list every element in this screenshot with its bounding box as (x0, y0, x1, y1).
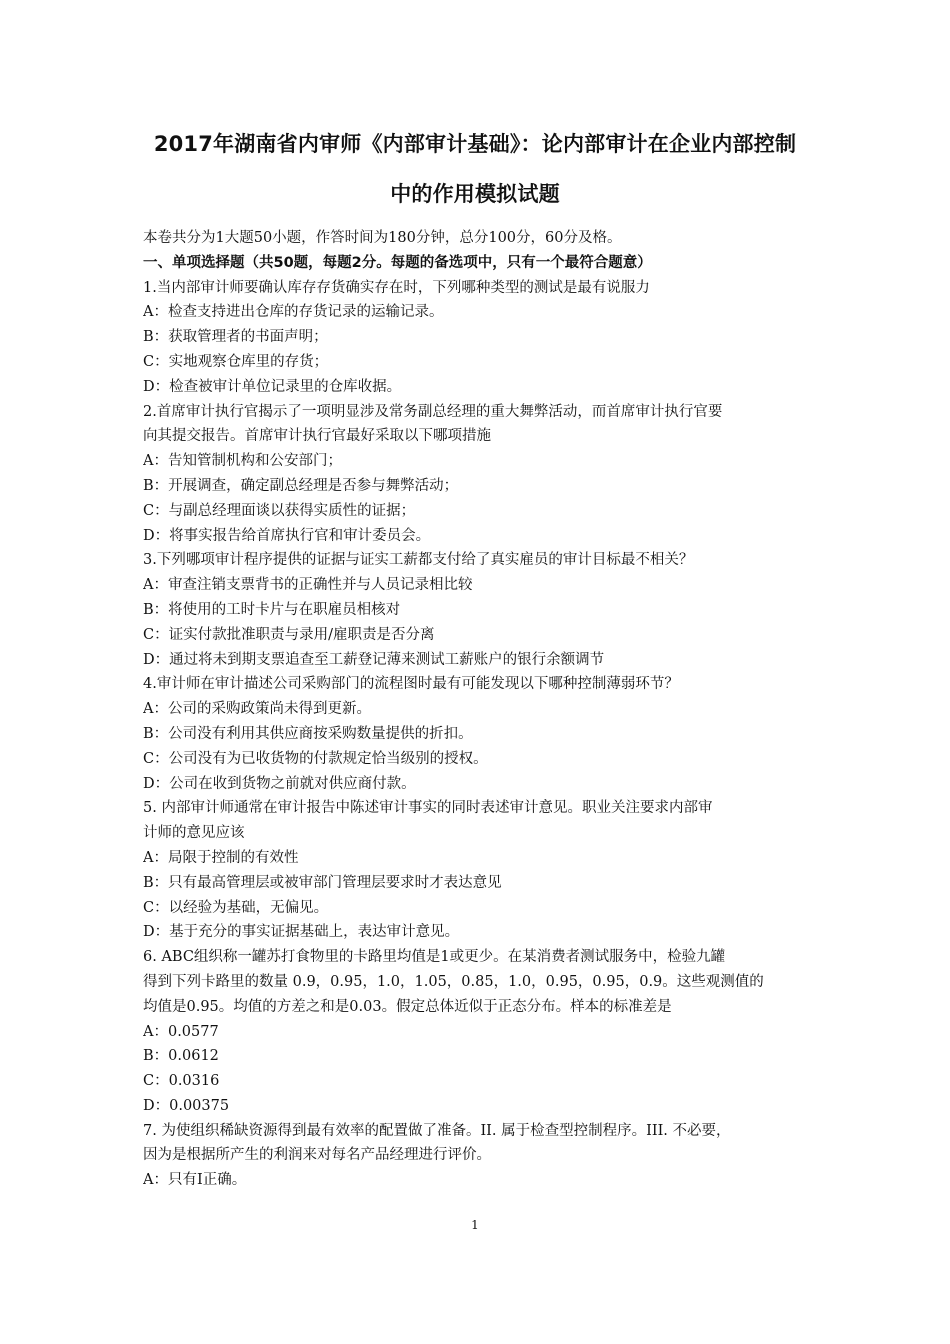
question-7-stem-cont: 因为是根据所产生的利润来对每名产品经理进行评价。 (143, 1147, 491, 1164)
question-2-option-c: C：与副总经理面谈以获得实质性的证据； (143, 502, 416, 519)
question-7-option-a: A：只有I正确。 (143, 1172, 247, 1189)
question-4-option-b: B：公司没有利用其供应商按采购数量提供的折扣。 (143, 725, 473, 742)
question-4-option-d: D：公司在收到货物之前就对供应商付款。 (143, 775, 416, 792)
question-3-option-c: C：证实付款批准职责与录用/雇职责是否分离 (143, 626, 435, 643)
question-1-option-c: C：实地观察仓库里的存货； (143, 353, 329, 370)
question-5-option-d: D：基于充分的事实证据基础上，表达审计意见。 (143, 924, 460, 941)
document-title-line-1: 2017年湖南省内审师《内部审计基础》：论内部审计在企业内部控制 (153, 132, 797, 156)
question-5-option-a: A：局限于控制的有效性 (143, 849, 299, 866)
question-6-stem-cont-2: 均值是0.95。均值的方差之和是0.03。假定总体近似于正态分布。样本的标准差是 (143, 998, 672, 1015)
question-1-option-d: D：检查被审计单位记录里的仓库收据。 (143, 378, 402, 395)
question-3-option-a: A：审查注销支票背书的正确性并与人员记录相比较 (143, 577, 473, 594)
question-4-option-a: A：公司的采购政策尚未得到更新。 (143, 701, 371, 718)
question-1-stem: 1.当内部审计师要确认库存存货确实存在时，下列哪种类型的测试是最有说服力 (143, 279, 650, 296)
question-4-stem: 4.审计师在审计描述公司采购部门的流程图时最有可能发现以下哪种控制薄弱环节？ (143, 676, 679, 693)
question-1-option-b: B：获取管理者的书面声明； (143, 329, 328, 346)
question-6-stem: 6. ABC组织称一罐苏打食物里的卡路里均值是1或更少。在某消费者测试服务中，检验九罐 (143, 949, 726, 966)
question-5-option-c: C：以经验为基础，无偏见。 (143, 899, 329, 916)
question-2-option-d: D：将事实报告给首席执行官和审计委员会。 (143, 527, 431, 544)
question-5-stem-cont: 计师的意见应该 (143, 825, 245, 842)
document-title-line-2: 中的作用模拟试题 (390, 182, 560, 206)
question-4-option-c: C：公司没有为已收货物的付款规定恰当级别的授权。 (143, 750, 488, 767)
question-2-stem: 2.首席审计执行官揭示了一项明显涉及常务副总经理的重大舞弊活动，而首席审计执行官要 (143, 403, 723, 420)
question-6-option-d: D：0.00375 (143, 1097, 230, 1114)
question-3-option-b: B：将使用的工时卡片与在职雇员相核对 (143, 601, 401, 618)
question-5-stem: 5. 内部审计师通常在审计报告中陈述审计事实的同时表述审计意见。职业关注要求内部审 (143, 800, 713, 817)
question-6-stem-cont: 得到下列卡路里的数量 0.9，0.95，1.0，1.05，0.85，1.0，0.95，0.95，0.9。这些观测值的 (143, 973, 764, 990)
section-heading: 一、单项选择题（共50题，每题2分。每题的备选项中，只有一个最符合题意） (143, 254, 652, 271)
question-2-stem-cont: 向其提交报告。首席审计执行官最好采取以下哪项措施 (143, 428, 491, 445)
question-3-option-d: D：通过将未到期支票追查至工薪登记薄来测试工薪账户的银行余额调节 (143, 651, 605, 668)
question-5-option-b: B：只有最高管理层或被审部门管理层要求时才表达意见 (143, 874, 502, 891)
question-2-option-a: A：告知管制机构和公安部门； (143, 453, 342, 470)
question-7-stem: 7. 为使组织稀缺资源得到最有效率的配置做了准备。II. 属于检查型控制程序。III. 不必要， (143, 1122, 731, 1139)
exam-intro: 本卷共分为1大题50小题，作答时间为180分钟，总分100分，60分及格。 (143, 230, 622, 246)
page-number: 1 (471, 1218, 479, 1232)
question-6-option-a: A：0.0577 (143, 1023, 219, 1040)
question-2-option-b: B：开展调查，确定副总经理是否参与舞弊活动； (143, 477, 459, 494)
question-6-option-c: C：0.0316 (143, 1073, 220, 1090)
question-3-stem: 3.下列哪项审计程序提供的证据与证实工薪都支付给了真实雇员的审计目标最不相关？ (143, 552, 694, 569)
question-6-option-b: B：0.0612 (143, 1048, 219, 1065)
question-1-option-a: A：检查支持进出仓库的存货记录的运输记录。 (143, 304, 444, 321)
document-body (143, 226, 813, 1193)
